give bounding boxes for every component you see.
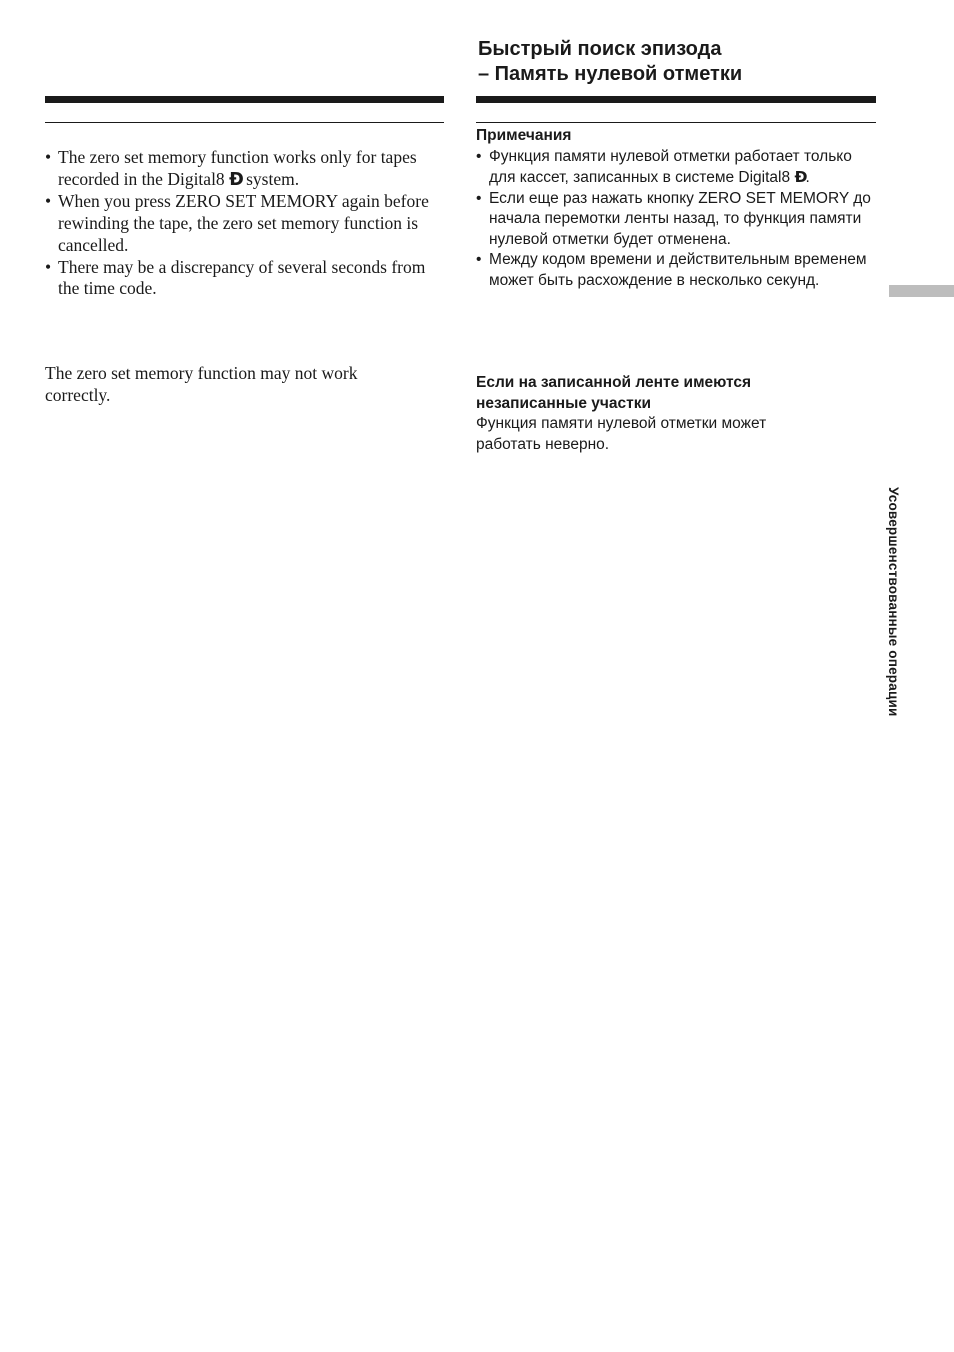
en-top-thin-rule: [45, 122, 444, 123]
en-note-2: • When you press ZERO SET MEMORY again before rewinding the tape, the zero set memory function is cancelled.: [45, 191, 429, 255]
ru-top-thin-rule: [476, 122, 876, 123]
section-side-tab: [889, 285, 954, 297]
en-notes-list: [45, 147, 444, 300]
en-note-3: • There may be a discrepancy of several seconds from the time code.: [45, 256, 426, 299]
page-title-line-1: Быстрый поиск эпизода: [478, 38, 722, 60]
en-top-thick-rule: [45, 96, 444, 103]
ru-note-3: • Между кодом времени и действительным временем может быть расхождение в несколько секунд.: [476, 251, 867, 289]
section-side-label: Усовершенствованные операции: [886, 487, 901, 717]
ru-blank-section: [476, 373, 816, 455]
ru-blank-text: Функция памяти нулевой отметки может работать неверно.: [476, 415, 767, 453]
page-title-line-2: – Память нулевой отметки: [478, 63, 743, 85]
en-notes: [45, 147, 444, 300]
ru-notes: [476, 126, 876, 291]
ru-note-1: • Функция памяти нулевой отметки работает только для кассет, записанных в системе Digital8 Ð.: [476, 147, 852, 186]
ru-notes-heading: Примечания: [476, 127, 572, 144]
ru-notes-list: [476, 147, 876, 292]
ru-top-thick-rule: [476, 96, 876, 103]
digital8-logo-icon: Ð: [229, 169, 242, 190]
ru-note-2: • Если еще раз нажать кнопку ZERO SET MEMORY до начала перемотки ленты назад, то функция памяти нулевой отметки будет отменена.: [476, 189, 871, 248]
en-note-1: • The zero set memory function works only for tapes recorded in the Digital8 Ð system.: [45, 147, 417, 190]
digital8-logo-icon: Ð: [794, 168, 806, 186]
en-blank-section-text: The zero set memory function may not work correctly.: [45, 363, 358, 405]
ru-blank-heading: Если на записанной ленте имеются незаписанные участки: [476, 374, 752, 412]
page-title: [478, 37, 742, 87]
